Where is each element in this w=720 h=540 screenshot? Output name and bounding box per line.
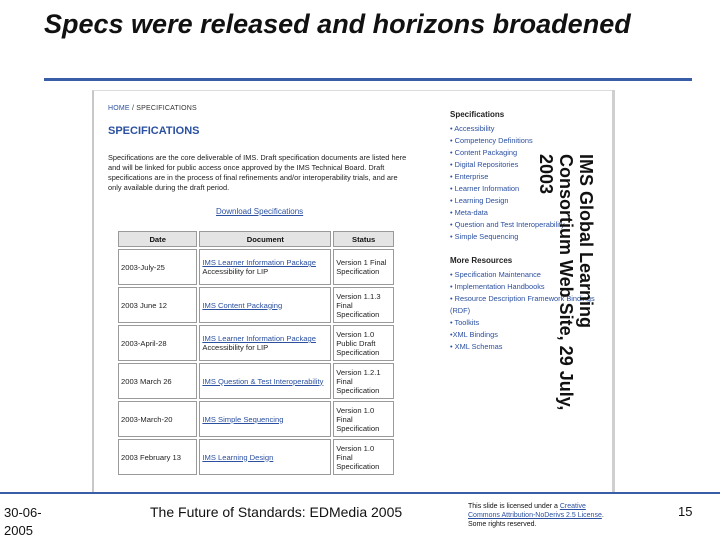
row-document	[199, 325, 331, 361]
document-note: Accessibility for LIP	[202, 343, 269, 352]
row-status: Version 1.0 Final Specification	[333, 439, 394, 475]
page-heading: SPECIFICATIONS	[108, 125, 200, 137]
rotated-caption: IMS Global Learning Consortium Web Site, 29 July, 2003	[536, 154, 596, 411]
footer-license	[468, 502, 618, 529]
document-link[interactable]: IMS Learner Information Package	[202, 258, 316, 267]
sidebar-resources-heading: More Resources	[450, 256, 513, 265]
row-date: 2003-March-20	[118, 401, 197, 437]
screenshot-edge	[612, 90, 615, 492]
sidebar-link[interactable]: • Competency Definitions	[450, 136, 533, 145]
download-specifications-link[interactable]: Download Specifications	[216, 207, 304, 216]
table-row	[118, 287, 394, 323]
breadcrumb	[108, 105, 197, 112]
sidebar-link[interactable]: • Implementation Handbooks	[450, 282, 545, 291]
document-note: Accessibility for LIP	[202, 267, 269, 276]
footer-divider	[0, 492, 720, 494]
sidebar-link[interactable]: • Meta-data	[450, 208, 488, 217]
breadcrumb-separator: /	[129, 105, 137, 112]
column-header-document: Document	[199, 231, 331, 247]
sidebar-link[interactable]: •XML Bindings	[450, 330, 498, 339]
sidebar-link[interactable]: • Specification Maintenance	[450, 270, 541, 279]
breadcrumb-current: SPECIFICATIONS	[136, 105, 197, 112]
row-document	[199, 439, 331, 475]
license-prefix: This slide is licensed under a	[468, 503, 560, 510]
sidebar-specifications-heading: Specifications	[450, 110, 505, 119]
row-document	[199, 249, 331, 285]
row-status: Version 1.2.1 Final Specification	[333, 363, 394, 399]
document-link[interactable]: IMS Simple Sequencing	[202, 414, 284, 424]
sidebar-link[interactable]: • Learning Design	[450, 196, 509, 205]
license-link[interactable]: Creative Commons Attribution-NoDerivs 2.5 License	[468, 503, 602, 519]
breadcrumb-home-link[interactable]: HOME	[108, 105, 130, 112]
sidebar-link[interactable]: • Resource Description Framework Bindings (RDF)	[450, 294, 595, 315]
row-status: Version 1.0 Final Specification	[333, 401, 394, 437]
table-row	[118, 439, 394, 475]
row-date: 2003 March 26	[118, 363, 197, 399]
document-link[interactable]: IMS Learning Design	[202, 452, 274, 462]
sidebar-link[interactable]: • XML Schemas	[450, 342, 503, 351]
sidebar-link[interactable]: • Digital Repositories	[450, 160, 519, 169]
row-status: Version 1.1.3 Final Specification	[333, 287, 394, 323]
row-date: 2003 June 12	[118, 287, 197, 323]
specifications-table	[116, 229, 396, 477]
slide-title: Specs were released and horizons broadened	[44, 9, 631, 39]
table-row	[118, 363, 394, 399]
sidebar-link[interactable]: • Question and Test Interoperability	[450, 220, 565, 229]
row-document	[199, 287, 331, 323]
license-suffix: . Some rights reserved.	[468, 512, 604, 528]
title-divider	[44, 78, 692, 81]
document-link[interactable]: IMS Question & Test Interoperability	[202, 376, 324, 386]
page-number: 15	[678, 504, 693, 519]
sidebar-link[interactable]: • Enterprise	[450, 172, 489, 181]
row-document	[199, 363, 331, 399]
row-status: Version 1.0 Public Draft Specification	[333, 325, 394, 361]
document-link[interactable]: IMS Content Packaging	[202, 300, 283, 310]
row-document	[199, 401, 331, 437]
row-status: Version 1 Final Specification	[333, 249, 394, 285]
sidebar-link[interactable]: • Toolkits	[450, 318, 480, 327]
column-header-status: Status	[333, 231, 394, 247]
sidebar-link[interactable]: • Simple Sequencing	[450, 232, 519, 241]
document-link[interactable]: IMS Learner Information Package	[202, 334, 316, 343]
table-row	[118, 249, 394, 285]
sidebar-link[interactable]: • Content Packaging	[450, 148, 518, 157]
footer-title: The Future of Standards: EDMedia 2005	[150, 504, 403, 520]
sidebar-link[interactable]: • Learner Information	[450, 184, 520, 193]
table-row	[118, 325, 394, 361]
page-description: Specifications are the core deliverable of IMS. Draft specification documents are listed here and will be linked for public access once approved by the IMS Technical Board. Draft specifications are in the process of final refinements and/or interoperability trials, and are only available during the draft period.	[108, 153, 407, 192]
table-header-row	[118, 231, 394, 247]
row-date: 2003-July-25	[118, 249, 197, 285]
row-date: 2003-April-28	[118, 325, 197, 361]
footer-date: 30-06-2005	[4, 505, 42, 538]
table-row	[118, 401, 394, 437]
column-header-date: Date	[118, 231, 197, 247]
sidebar-link[interactable]: • Accessibility	[450, 124, 495, 133]
row-date: 2003 February 13	[118, 439, 197, 475]
